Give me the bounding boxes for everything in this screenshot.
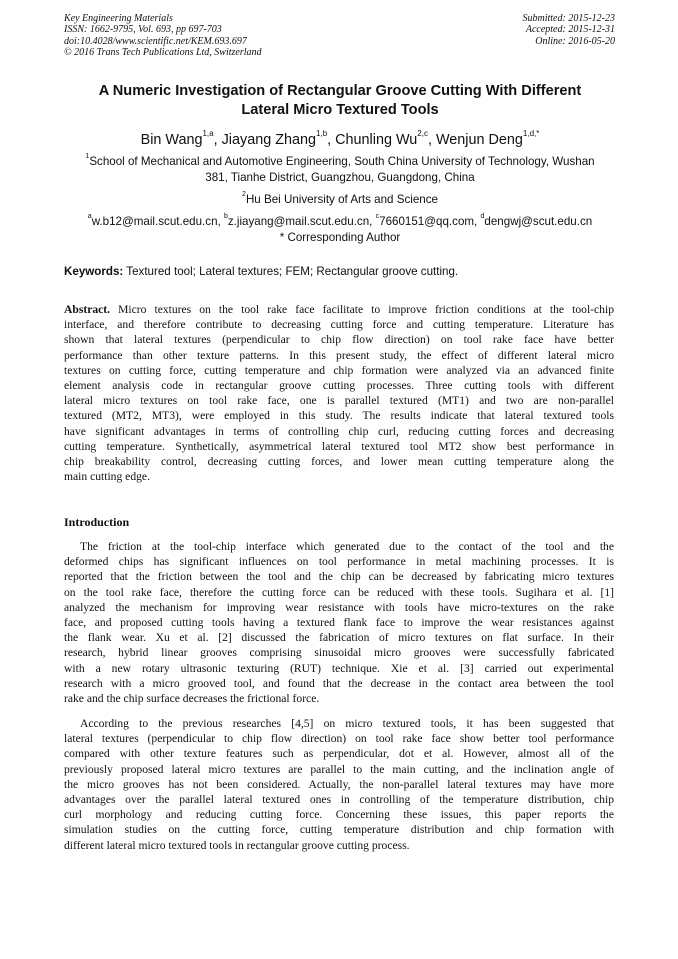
affiliation-text: Hu Bei University of Arts and Science (245, 193, 438, 206)
author-name: Jiayang Zhang (221, 132, 317, 148)
accepted-date: Accepted: 2015-12-31 (525, 24, 615, 36)
paragraph-line: The friction at the tool-chip interface which generated due to the contact of the tool and the (80, 540, 614, 553)
paragraph-line: deformed chips has significant influences on tool performance in metal machining processes. It is (64, 555, 614, 569)
author-sup: 1,b (316, 129, 328, 138)
abstract-line: lateral micro textures on tool rake face, one is parallel textured (MT1) and two are non-parallel (64, 394, 614, 408)
paragraph-line: simulation studies on the cutting force, cutting temperature distribution and chip formation with (64, 823, 614, 837)
email-sup: a (87, 213, 92, 220)
abstract-label: Abstract. (64, 303, 111, 316)
abstract-line: textured (MT2, MT3), were employed in this study. The results indicate that lateral textured tools (64, 409, 614, 423)
doi-line: doi:10.4028/www.scientific.net/KEM.693.697 (64, 35, 247, 47)
abstract (64, 302, 614, 484)
copyright-line: © 2016 Trans Tech Publications Ltd, Switzerland (64, 47, 262, 59)
email-sup: c (375, 213, 380, 220)
paragraph-line: reported that the friction between the tool and the chip can be decreased by fabricating micro textures (64, 570, 614, 584)
keywords-label: Keywords: (64, 265, 124, 278)
abstract-line: interface, and therefore contribute to decreasing cutting force and cutting temperature. Literature has (64, 318, 614, 332)
email-address: dengwj@scut.edu.cn (484, 215, 593, 228)
abstract-line: cutting temperature. Synthetically, asymmetrical lateral textured tool MT2 show best performance in (64, 439, 614, 453)
paragraph-line: research with a micro grooved tool, and found that the decrease in the contact area between the tool (64, 676, 614, 690)
online-date: Online: 2016-05-20 (535, 35, 615, 47)
email-address: w.b12@mail.scut.edu.cn, (91, 215, 224, 228)
title-line-1: A Numeric Investigation of Rectangular Groove Cutting With Different (98, 83, 582, 99)
author-sup: 2,c (417, 129, 428, 138)
paragraph-line: different lateral micro textured tools in rectangular groove cutting process. (64, 838, 410, 852)
abstract-line: main cutting edge. (64, 470, 150, 484)
abstract-line: chip breakability control, decreasing cutting forces, and lower mean cutting temperature along the (64, 455, 614, 469)
affiliation-sup: 2 (242, 191, 246, 198)
paragraph-line: According to the previous researches [4,5] on micro textured tools, it has been suggested that (80, 717, 614, 730)
abstract-line: element analysis code in rectangular groove cutting processes. Three cutting tools with different (64, 379, 614, 393)
author-name: Chunling Wu (335, 132, 418, 148)
paragraph-line: face, and proposed cutting tools having a textured flank face to improve the wear resistances against (64, 616, 614, 630)
paragraph-line: with a new rotary ultrasonic texturing (RUT) technique. Xie et al. [3] carried out experimental (64, 661, 614, 675)
introduction-paragraph-1 (64, 539, 614, 706)
email-sup: d (480, 213, 485, 220)
submission-dates (523, 13, 616, 47)
author-sup: 1,a (202, 129, 214, 138)
abstract-line: have significant advantages in terms of controlling chip curl, reducing cutting forces and decreasing (64, 424, 614, 438)
abstract-line: shown that lateral textures (perpendicular to chip flow direction) on tool rake face have better (64, 333, 614, 347)
email-sup: b (223, 213, 228, 220)
journal-name: Key Engineering Materials (64, 13, 173, 24)
paragraph-line: rake and the chip surface decreases the frictional force. (64, 692, 320, 706)
email-address: 7660151@qq.com, (379, 215, 481, 228)
keywords (64, 265, 616, 279)
affiliation-line-1: School of Mechanical and Automotive Engineering, South China University of Technology, Wushan (89, 155, 595, 168)
submitted-date: Submitted: 2015-12-23 (522, 13, 615, 24)
section-heading-introduction: Introduction (64, 515, 130, 529)
affiliation-line-2: 381, Tianhe District, Guangzhou, Guangdong, China (205, 171, 475, 184)
paragraph-line: research, hybrid linear grooves comprising sinusoidal micro grooves were successfully fabricated (64, 646, 614, 660)
keywords-text: Textured tool; Lateral textures; FEM; Rectangular groove cutting. (123, 265, 459, 278)
abstract-line: textures on cutting force, cutting temperature and chip formation were analyzed via an advanced finite (64, 363, 614, 377)
paragraph-line: the flank wear. Xu et al. [2] discussed the fabrication of micro textures on flat surface. In their (64, 631, 614, 645)
author-separator: , (427, 132, 436, 148)
abstract-line: performance than other texture patterns. In this present study, the effect of different lateral micro (64, 348, 614, 362)
affiliation-1 (55, 154, 625, 186)
issn-line: ISSN: 1662-9795, Vol. 693, pp 697-703 (64, 24, 222, 36)
contact-emails (55, 214, 625, 246)
author-name: Bin Wang (140, 132, 203, 148)
introduction-paragraph-2 (64, 716, 614, 853)
paragraph-line: previously proposed lateral micro textures are parallel to the main cutting, and the inclination angle of (64, 762, 614, 776)
abstract-line: Abstract. Micro textures on the tool rake face facilitate to improve friction conditions at the tool-chip (64, 303, 614, 316)
author-name: Wenjun Deng (435, 132, 523, 148)
paragraph-line: advantages over the parallel lateral textured ones in controlling of the temperature distribution, chip (64, 793, 614, 807)
email-address: z.jiayang@mail.scut.edu.cn, (227, 215, 376, 228)
title-line-2: Lateral Micro Textured Tools (241, 102, 439, 118)
author-list (40, 131, 640, 149)
affiliation-2 (55, 192, 625, 208)
paragraph-line: the micro grooves has not been considered. Actually, the non-parallel lateral textures may have more (64, 777, 614, 791)
corresponding-author-note: * Corresponding Author (279, 231, 401, 244)
affiliation-sup: 1 (85, 153, 90, 160)
author-sup: 1,d,* (522, 129, 540, 138)
paragraph-line: analyzed the mechanism for improving wear resistance with tools have micro-textures on the rake (64, 600, 614, 614)
journal-info (64, 13, 262, 59)
paragraph-line: curl morphology and reducing cutting force. Concerning these issues, this paper reports the (64, 808, 614, 822)
paragraph-line: compared with other texture features such as perpendicular, dot et al. However, almost all of the (64, 747, 614, 761)
paragraph-line: lateral textures (perpendicular to chip flow direction) on tool rake face show better tool performance (64, 732, 614, 746)
author-separator: , (327, 132, 336, 148)
paper-title (60, 82, 620, 120)
paragraph-line: on the tool rake face, therefore the cutting force can be reduced with these tools. Sugihara et al. [1] (64, 585, 614, 599)
author-separator: , (213, 132, 222, 148)
